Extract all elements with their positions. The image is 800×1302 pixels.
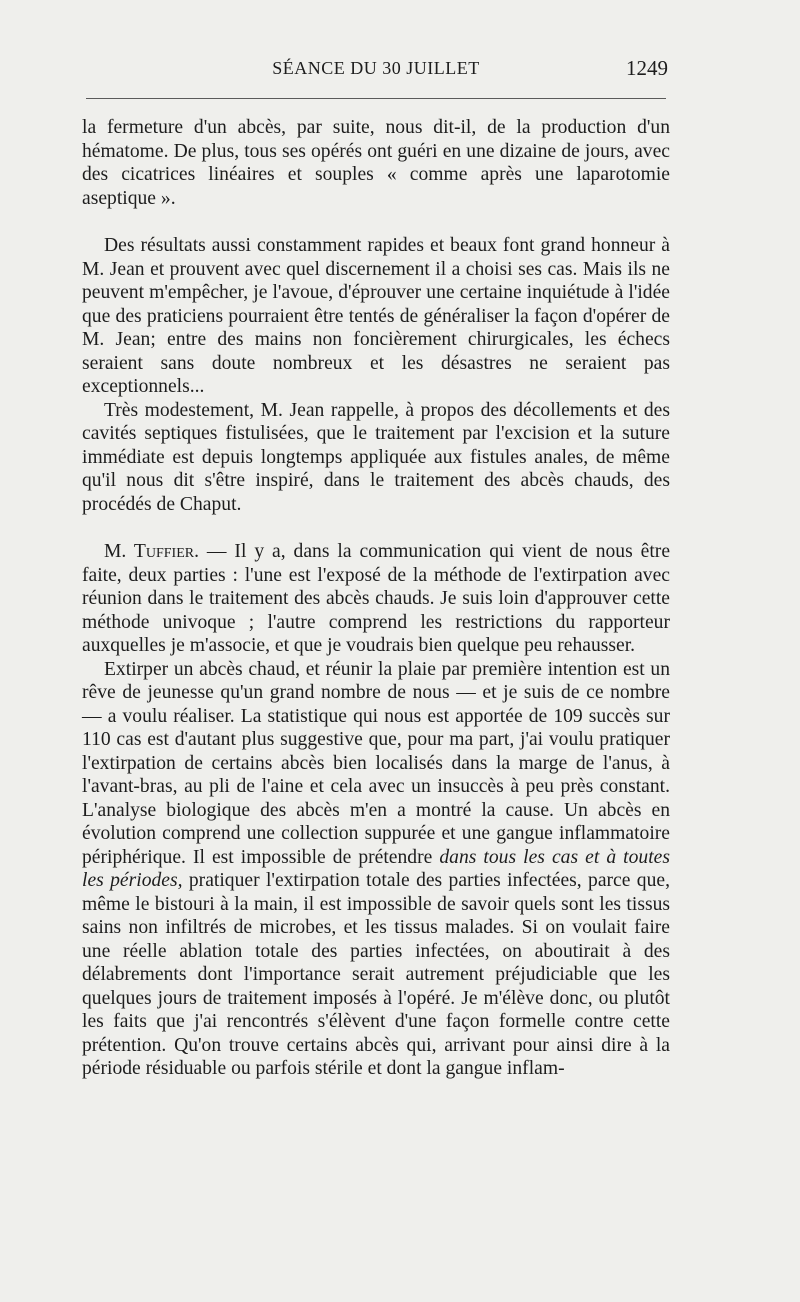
paragraph-5-text-a: Extirper un abcès chaud, et réunir la plaie par première intention est un rêve de jeunesse qu'un grand nombre de nous — et je suis de ce nombre — a voulu réaliser. La statistique qui nous est apportée de 109 succès sur 110 cas est d'autant plus suggestive que, pour ma part, j'ai voulu pratiquer l'extirpation de certains abcès bien localisés dans la marge de l'anus, à l'avant-bras, au pli de l'aine et cela avec un insuccès à peu près constant. L'analyse biologique des abcès m'en a montré la cause. Un abcès en évolution comprend une collection suppurée et une gangue inflammatoire périphérique. Il est impossible de prétendre xyxy=(82,658,670,868)
paragraph-4-text: — Il y a, dans la communication qui vient de nous être faite, deux parties : l'une est l'exposé de la méthode de l'extirpation avec réunion dans le traitement des abcès chauds. Je suis loin d'approuver cette méthode univoque ; l'autre comprend les restrictions du rapporteur auxquelles je m'associe, et que je voudrais bien quelque peu rehausser. xyxy=(82,541,671,656)
running-head: SÉANCE DU 30 JUILLET xyxy=(272,58,480,78)
paragraph-1: la fermeture d'un abcès, par suite, nous dit-il, de la production d'un hématome. De plus, tous ses opérés ont guéri en une dizaine de jours, avec des cicatrices linéaires et souples « comme après une laparotomie aseptique ». xyxy=(82,117,670,209)
page-number: 1249 xyxy=(626,56,668,80)
paragraph-5-text-b: pratiquer l'extirpation totale des parties infectées, parce que, même le bistouri à la main, il est impossible de savoir quels sont les tissus sains non infiltrés de microbes, et les tissus malades. Si on voulait faire une réelle ablation totale des parties infectées, on aboutirait à des délabrements dont l'importance serait autrement préjudiciable que les quelques jours de traitement imposés à l'opéré. Je m'élève donc, ou plutôt les faits que j'ai rencontrés s'élèvent d'une façon formelle contre cette prétention. Qu'on trouve certains abcès qui, arrivant pour ainsi dire à la période résiduable ou parfois stérile et dont la gangue inflam- xyxy=(82,870,670,1079)
paragraph-5-emphasis: dans tous les cas et à toutes les périodes, xyxy=(82,846,670,891)
body-text xyxy=(82,116,670,1081)
page-header xyxy=(82,58,670,86)
header-rule xyxy=(86,98,666,99)
paragraph-3: Très modestement, M. Jean rappelle, à propos des décollements et des cavités septiques fistulisées, que le traitement par l'excision et la suture immédiate est depuis longtemps appliquée aux fistules anales, de même qu'il nous dit s'être inspiré, dans le traitement des abcès chauds, des procédés de Chaput. xyxy=(82,399,670,515)
paragraph-2: Des résultats aussi constamment rapides et beaux font grand honneur à M. Jean et prouvent avec quel discernement il a choisi ses cas. Mais ils ne peuvent m'empêcher, je l'avoue, d'éprouver une certaine inquiétude à l'idée que des praticiens pourraient être tentés de généraliser la façon d'opérer de M. Jean; entre des mains non foncièrement chirurgicales, les échecs seraient sans doute nombreux et les désastres ne seraient pas exceptionnels... xyxy=(82,235,670,397)
paragraph-4 xyxy=(82,540,670,658)
paragraph-5 xyxy=(82,658,670,1081)
speaker-name: M. Tuffier. xyxy=(104,541,199,562)
